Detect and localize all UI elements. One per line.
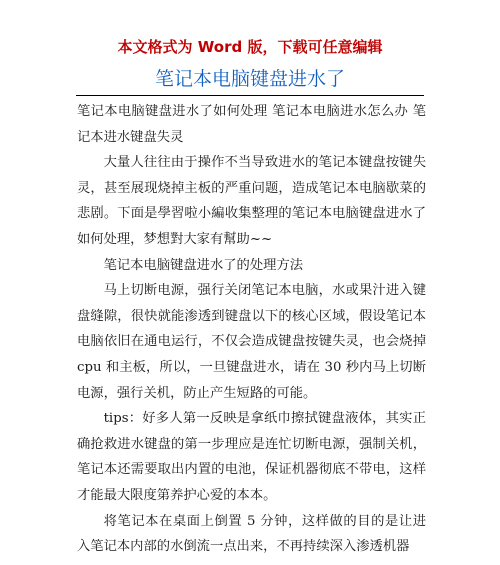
paragraph-intro: 大量人往往由于操作不当导致进水的笔记本键盘按键失灵，甚至展现烧掉主板的严重问题，造成笔记本电脑歇菜的悲剧。下面是學習啦小編收集整理的笔记本电脑键盘进水了如何处理，梦想對大家有幫助~~ — [77, 155, 426, 247]
section-heading: 笔记本电脑键盘进水了的处理方法 — [103, 257, 304, 273]
paragraph-step-invert: 将笔记本在桌面上倒置 5 分钟，这样做的目的是让进入笔记本内部的水倒流一点出来，不再持续深入渗透机器 — [77, 513, 426, 555]
title-divider — [76, 95, 424, 96]
document-body — [77, 99, 426, 560]
document-title: 笔记本电脑键盘进水了 — [154, 68, 345, 90]
paragraph-step-power-off: 马上切断电源，强行关闭笔记本电脑，水或果汁进入键盘缝隙，很快就能渗透到键盘以下的核心区域，假设笔记本电脑依旧在通电运行，不仅会造成键盘按键失灵，也会烧掉 cpu 和主板，所以，一旦键盘进水，请在 30 秒内马上切断电源，强行关机，防止产生短路的可能。 — [77, 283, 426, 401]
editable-word-banner: 本文格式为 Word 版，下载可任意编辑 — [117, 38, 383, 56]
paragraph-keywords: 笔记本电脑键盘进水了如何处理 笔记本电脑进水怎么办 笔记本进水键盘失灵 — [77, 104, 426, 145]
paragraph-tips: tips：好多人第一反映是拿纸巾擦拭键盘液体，其实正确抢救进水键盘的第一步理应是连忙切断电源，强制关机，笔记本还需要取出内置的电池，保证机器彻底不带电，这样才能最大限度第养护心爱的本本。 — [77, 411, 426, 503]
